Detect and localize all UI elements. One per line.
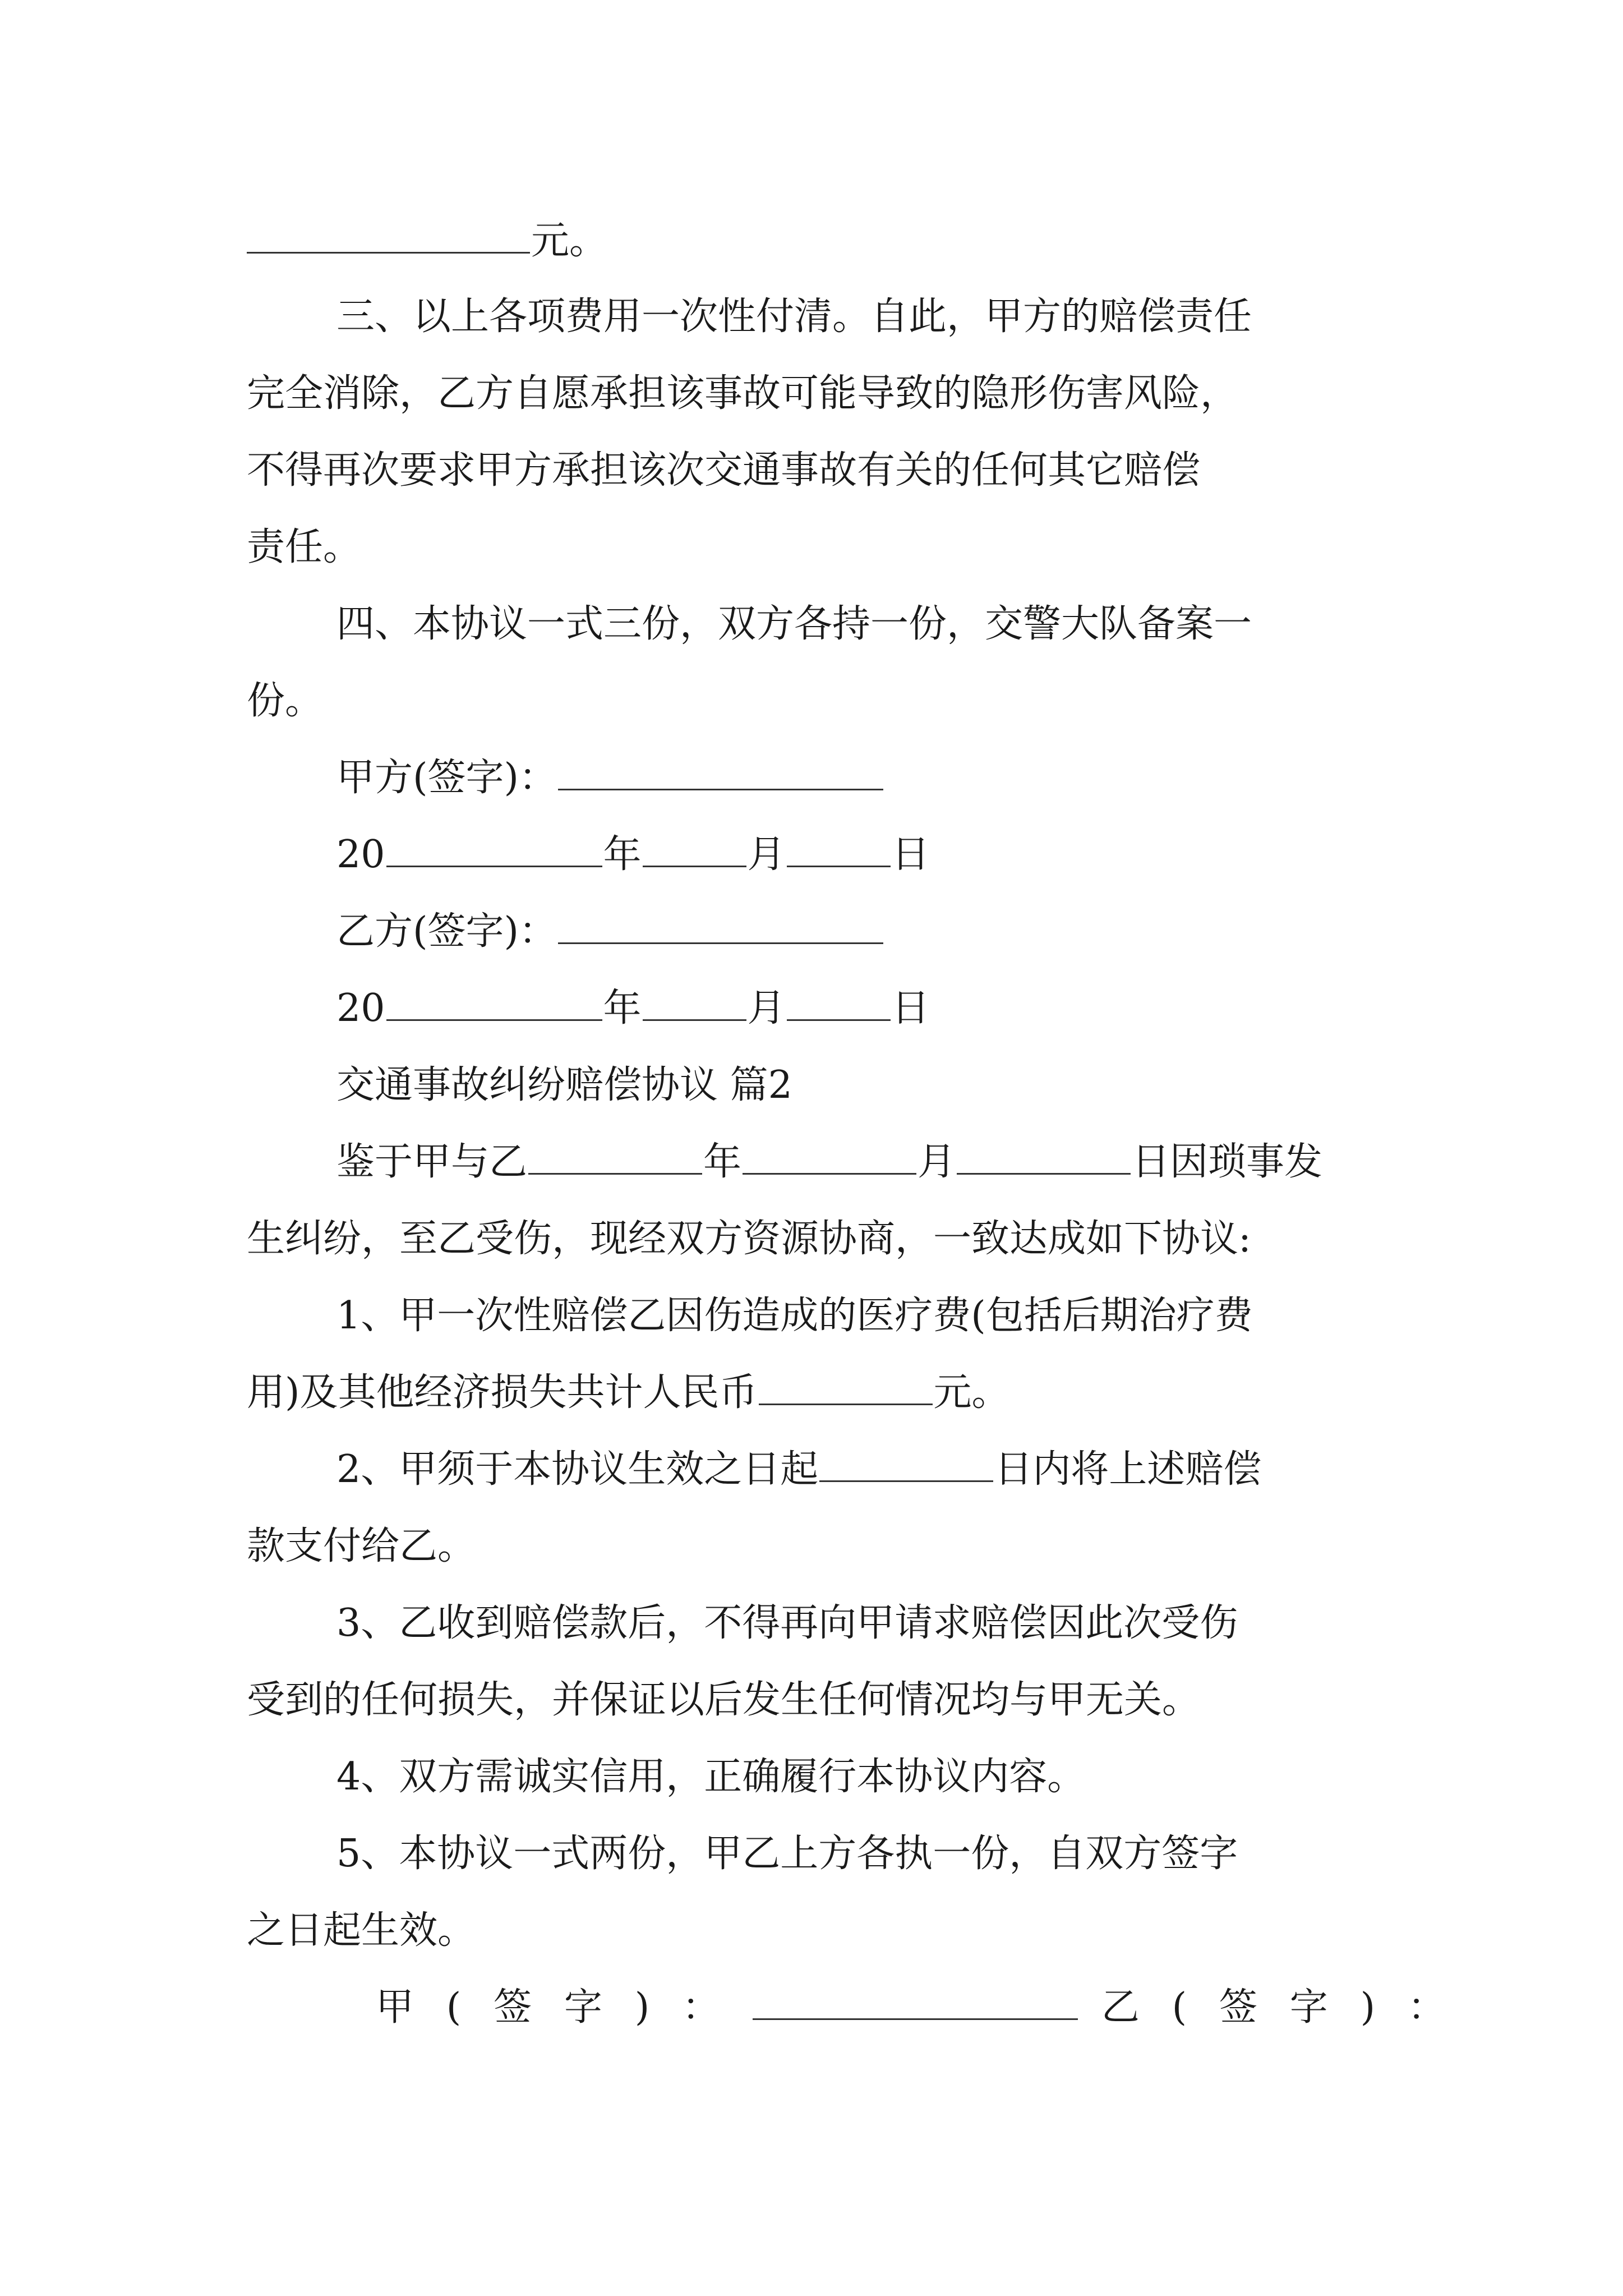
date-month-label: 月 [747,832,786,877]
date-year-label: 年 [603,986,642,1030]
amount-line [247,213,607,269]
year-blank[interactable] [386,830,602,867]
text-segment: 日因琐事发 [1132,1140,1323,1184]
party-b-signature-line [336,904,884,960]
item-2-line-1 [336,1442,1261,1498]
days-blank[interactable] [819,1444,993,1482]
year-blank[interactable] [386,983,602,1021]
clause-4-line-2: 份。 [247,679,324,723]
month-blank[interactable] [643,983,746,1021]
intro-line-1 [336,1134,1322,1190]
party-b-label: 乙(签字)： [1101,1985,1478,2030]
date-century: 20 [336,986,385,1030]
party-b-date-line [336,981,930,1037]
clause-3-line-2: 完全消除，乙方自愿承担该事故可能导致的隐形伤害风险， [247,371,1239,416]
party-a-date-line [336,827,930,883]
final-signature-line [376,1980,1478,2036]
date-century: 20 [336,832,385,877]
item-2-line-2: 款支付给乙。 [247,1524,476,1568]
year-blank[interactable] [528,1137,702,1175]
day-blank[interactable] [787,830,891,867]
section-title: 交通事故纠纷赔偿协议 篇2 [336,1063,792,1107]
text-segment: 鉴于甲与乙 [336,1140,528,1184]
item-1-line-1: 1、甲一次性赔偿乙因伤造成的医疗费(包括后期治疗费 [336,1294,1253,1338]
party-a-signature-blank[interactable] [753,1982,1078,2020]
clause-3-line-3: 不得再次要求甲方承担该次交通事故有关的任何其它赔偿 [247,448,1201,493]
text-segment: 日内将上述赔偿 [994,1447,1262,1492]
day-blank[interactable] [957,1137,1131,1175]
party-b-signature-blank[interactable] [558,907,883,944]
item-1-line-2 [247,1365,1010,1421]
text-segment: 元。 [531,219,608,263]
text-segment: 年 [703,1140,742,1184]
item-3-line-1: 3、乙收到赔偿款后，不得再向甲请求赔偿因此次受伤 [336,1601,1238,1645]
party-a-signature-blank[interactable] [558,753,883,790]
month-blank[interactable] [643,830,746,867]
clause-3-line-4: 责任。 [247,525,362,569]
item-4-line: 4、双方需诚实信用，正确履行本协议内容。 [336,1755,1086,1799]
date-day-label: 日 [891,986,930,1030]
amount-blank[interactable] [759,1368,933,1405]
date-day-label: 日 [891,832,930,877]
party-a-signature-line [336,750,884,806]
text-segment: 元。 [933,1370,1010,1415]
day-blank[interactable] [787,983,891,1021]
text-segment: 月 [917,1140,956,1184]
item-5-line-2: 之日起生效。 [247,1908,476,1953]
item-3-line-2: 受到的任何损失，并保证以后发生任何情况均与甲无关。 [247,1678,1201,1722]
clause-3-line-1: 三、以上各项费用一次性付清。自此，甲方的赔偿责任 [336,295,1252,339]
date-month-label: 月 [747,986,786,1030]
party-a-label: 甲(签字)： [376,1985,753,2030]
amount-blank [247,216,530,254]
text-segment: 用)及其他经济损失共计人民币 [247,1370,758,1415]
text-segment: 2、甲须于本协议生效之日起 [336,1447,819,1492]
party-b-label: 乙方(签字)： [336,909,557,954]
intro-line-2: 生纠纷，至乙受伤，现经双方资源协商，一致达成如下协议: [247,1217,1251,1261]
month-blank[interactable] [743,1137,916,1175]
item-5-line-1: 5、本协议一式两份，甲乙上方各执一份，自双方签字 [336,1832,1238,1876]
party-a-label: 甲方(签字)： [336,756,557,800]
clause-4-line-1: 四、本协议一式三份，双方各持一份，交警大队备案一 [336,602,1252,646]
date-year-label: 年 [603,832,642,877]
